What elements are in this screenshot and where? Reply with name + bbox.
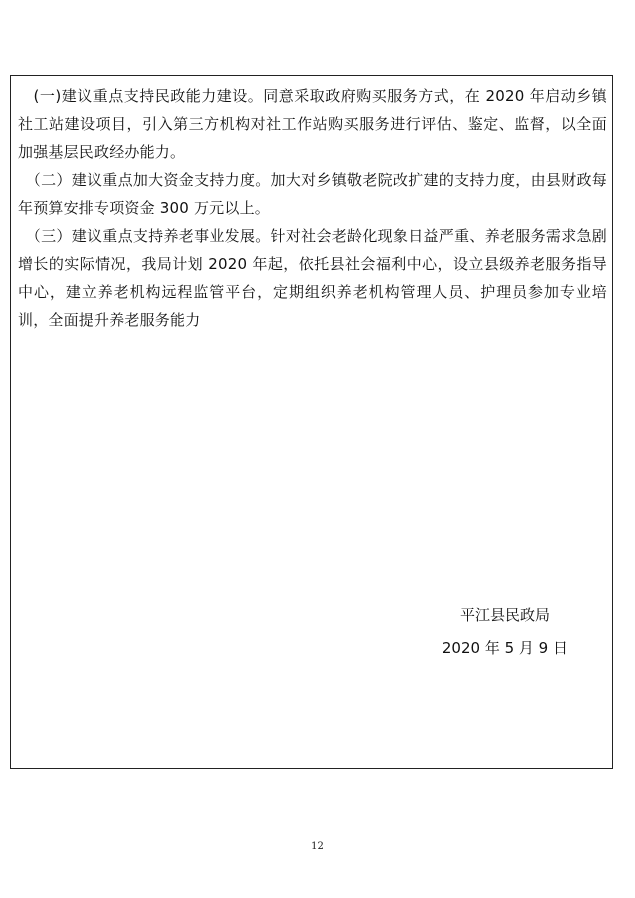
signature-organization: 平江县民政局 [459, 606, 550, 624]
signature-date: 2020 年 5 月 9 日 [441, 639, 568, 657]
signature-block [442, 599, 568, 665]
page-number: 12 [311, 841, 324, 852]
paragraph-capacity-building: (一)建议重点支持民政能力建设。同意采取政府购买服务方式，在 2020 年启动乡镇社工站建设项目，引入第三方机构对社工作站购买服务进行评估、鉴定、监督，以全面加强基层民政经办能力。 [18, 87, 607, 161]
paragraph-elderly-care: （三）建议重点支持养老事业发展。针对社会老龄化现象日益严重、养老服务需求急剧增长的实际情况，我局计划 2020 年起，依托县社会福利中心，设立县级养老服务指导中心，建立养老机构远程监管平台，定期组织养老机构管理人员、护理员参加专业培训，全面提升养老服务能力 [18, 227, 607, 329]
document-body [18, 82, 607, 334]
paragraph-funding-support: （二）建议重点加大资金支持力度。加大对乡镇敬老院改扩建的支持力度，由县财政每年预算安排专项资金 300 万元以上。 [18, 171, 607, 217]
document-frame [10, 75, 613, 769]
